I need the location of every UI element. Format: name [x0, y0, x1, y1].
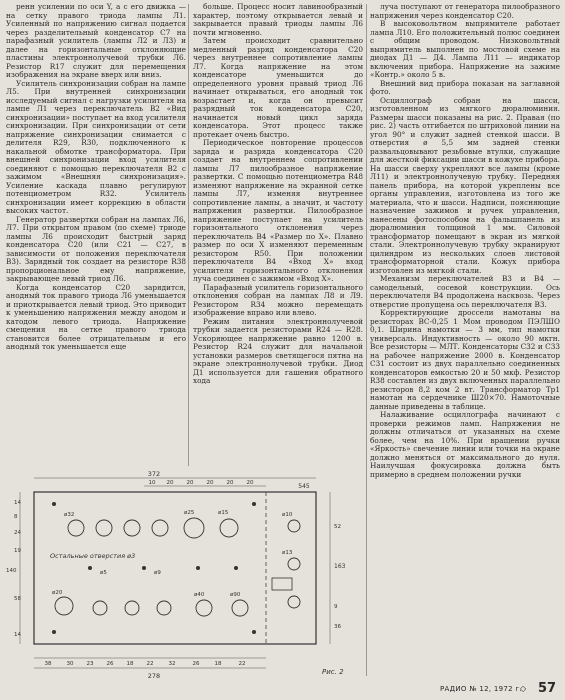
dimension-label: 38	[44, 661, 52, 667]
dimension-label: 20	[246, 480, 254, 486]
chassis-hole	[55, 597, 73, 615]
chassis-hole	[288, 520, 300, 532]
chassis-hole	[68, 520, 84, 536]
paragraph: Когда конденсатор C20 зарядится, анодный ток правого триода Л6 уменьшается и приоткрывается левый триод. Это приводит к уменьшению напряжения между анодом и катодом левого триода. Напряжение смещения на сетке правого триода становится более отрицательным и его анодный ток уменьшается еще	[6, 282, 186, 351]
figure-caption: Рис. 2	[322, 668, 344, 676]
figure-note: Остальные отверстия ø3	[50, 552, 136, 560]
chassis-hole	[125, 601, 139, 615]
column-divider	[188, 4, 189, 466]
dimension-label: 52	[334, 524, 341, 530]
hole-label: ø20	[52, 590, 63, 596]
dimension-label: 10	[148, 480, 156, 486]
dimension-label: 24	[14, 530, 21, 536]
chassis-hole	[252, 502, 256, 506]
hole-label: ø40	[194, 592, 205, 598]
hole-label: ø13	[282, 550, 293, 556]
chassis-hole	[124, 520, 140, 536]
chassis-hole	[88, 566, 92, 570]
chassis-hole	[234, 566, 238, 570]
chassis-hole	[288, 558, 300, 570]
paragraph: Режим питания электроннолучевой трубки задается резисторами R24 — R28. Ускоряющее напряжение равно 1200 в. Резистор R24 служит для начальной установки размеров светящегося пятна на экране электроннолучевой трубки. Диод Д1 используется для гашения обратного хода	[193, 316, 363, 385]
dimension-label: 20	[166, 480, 174, 486]
dimension-label: 26	[192, 661, 200, 667]
paragraph: Механизм переключателей В3 и В4 — самодельный, сосевой конструкции. Ось переключателя В4 продолжена насквозь. Через отверстие пропущена ось переключателя В3.	[370, 274, 560, 309]
chassis-hole	[220, 519, 238, 537]
dimension-label: 8	[14, 514, 18, 520]
paragraph: Усилитель синхронизации собран на лампе Л5. При внутренней синхронизации исследуемый сигнал с нагрузки усилителя на лампе Л1 через переключатель В2 «Вид синхронизации» поступает на вход усилителя синхронизации. При синхронизации от сети напряжение синхронизации снимается с делителя R29, R30, подключенного к накальной обмотке трансформатора. При внешней синхронизации вход усилителя соединяют с помощью переключателя В2 с зажимом «Внешняя синхронизация». Усиление каскада плавно регулируют потенциометром R32. Усилитель синхронизации имеет коррекцию в области высоких частот.	[6, 78, 186, 215]
dimension-label: 19	[14, 548, 21, 554]
chassis-cutout	[272, 578, 292, 590]
dimension-label: 18	[126, 661, 134, 667]
page-footer	[370, 681, 562, 697]
chassis-hole	[52, 502, 56, 506]
hole-label: ø9	[154, 570, 161, 576]
paragraph: луча поступают от генератора пилообразного напряжения через конденсатор C20.	[370, 3, 560, 20]
column-divider	[366, 4, 367, 676]
paragraph: Парафазный усилитель горизонтального отклонения собран на лампах Л8 и Л9. Резистором R34 можно перемещать изображение вправо или влево.	[193, 282, 363, 317]
dimension-label: 30	[66, 661, 74, 667]
chassis-hole	[96, 520, 112, 536]
chassis-hole	[196, 600, 212, 616]
paragraph: Налаживание осциллографа начинают с проверки режимов ламп. Напряжения не должны отличаться от указанных на схеме более, чем на 10%. При вращении ручки «Яркость» свечение линии или точки на экране должно меняться от максимального до нуля. Наилучшая фокусировка должна быть примерно в среднем положении ручки	[370, 410, 560, 479]
chassis-hole	[157, 601, 171, 615]
paragraph: Внешний вид прибора показан на заглавной фото.	[370, 78, 560, 96]
paragraph: ренн усилении по оси Y, а с его движка — на сетку правого триода лампы Л1. Усиленный по напряжению сигнал подается через разделительный конденсатор C7 на парафазный усилитель (лампы Л2 и Л3) и далее на горизонтальные отклоняющие пластины электроннолучевой трубки Л6. Резистор R17 служит для перемещения изображения на экране вверх или вниз.	[6, 3, 186, 79]
hole-label: ø32	[64, 512, 75, 518]
text-column-3	[370, 3, 560, 679]
chassis-outline	[34, 492, 316, 644]
text-column-1	[6, 3, 186, 469]
footer-mark: ◇	[520, 684, 527, 693]
paragraph: В высоковольтном выпрямителе работает лампа Л10. Его положительный полюс соединен с общим проводом. Низковольтный выпрямитель выполнен по мостовой схеме на диодах Д1 — Д4. Лампа Л11 — индикатор включения прибора. Напряжение на зажиме «Контр.» около 5 в.	[370, 19, 560, 79]
chassis-hole	[288, 596, 300, 608]
paragraph: Генератор развертки собран на лампах Л6, Л7. При открытом правом (по схеме) триоде лампы Л6 происходит быстрый заряд конденсатора C20 (или C21 — C27, в зависимости от положения переключателя В3). Зарядный ток создает на резисторе R38 пропорциональное ему напряжение, закрывающее левый триод Л6.	[6, 214, 186, 283]
dimension-label: 22	[146, 661, 154, 667]
dimension-label: 140	[6, 568, 17, 574]
hole-label: ø10	[282, 512, 293, 518]
hole-label: ø25	[184, 510, 195, 516]
dimension-label: 545	[298, 483, 310, 490]
paragraph: больше. Процесс носит лавинообразный характер, поэтому открывается левый и закрывается правый триоды лампы Л6 почти мгновенно.	[193, 3, 363, 37]
hole-label: ø15	[218, 510, 229, 516]
chassis-hole	[232, 600, 248, 616]
dimension-label: 20	[186, 480, 194, 486]
dimension-label: 18	[214, 661, 222, 667]
paragraph: Корректирующие дроссели намотаны на резисторах ВС-0,25 1 Мом проводом ПЭЛШО 0,1. Ширина намотки — 3 мм, тип намотки универсаль. Индуктивность — около 90 мкгн. Все резисторы — МЛТ. Конденсаторы C32 и C33 на рабочее напряжение 2000 в. Конденсатор C31 состоит из двух параллельно соединенных конденсаторов емкостью 20 и 50 мкф. Резистор R38 составлен из двух включенных параллельно резисторов 8,2 ком 2 вт. Трансформатор Тр1 намотан на сердечнике Ш20×70. Намоточные данные приведены в таблице.	[370, 308, 560, 411]
dimension-label: 36	[334, 624, 341, 630]
paragraph: Периодическое повторение процессов заряда и разряда конденсатора C20 создает на внутреннем сопротивлении лампы Л7 пилообразное напряжение развертки. С помощью потенциометра R48 изменяют напряжение на экранной сетке лампы Л7, изменяя внутреннее сопротивление лампы, а значит, и частоту напряжения развертки. Пилообразное напряжение поступает на усилитель горизонтального отклонения через переключатель В4 «Размер по Х». Плавно размер по оси Х изменяют переменным резистором R50. При положении переключателя В4 «Вход Х» вход усилителя горизонтального отклонения луча соединен с зажимом «Вход Х».	[193, 138, 363, 283]
dimension-label: 26	[106, 661, 114, 667]
chassis-hole	[152, 520, 168, 536]
chassis-hole	[184, 518, 204, 538]
paragraph: Затем происходит сравнительно медленный разряд конденсатора C20 через внутреннее сопротивление лампы Л7. Когда напряжение на этом конденсаторе уменьшится до определенного уровня правый триод Л6 начинает открываться, его анодный ток возрастает и, когда он превысит разрядный ток конденсатора C20, начинается новый цикл заряда конденсатора. Этот процесс также протекает очень быстро.	[193, 36, 363, 139]
text-column-2	[193, 3, 363, 469]
dimension-label: 9	[334, 604, 338, 610]
dimension-label: 32	[168, 661, 176, 667]
dimension-label: 14	[14, 500, 21, 506]
dimension-label: 58	[14, 596, 21, 602]
dimension-label: 14	[14, 632, 21, 638]
hole-label: ø90	[230, 592, 241, 598]
page-number: 57	[538, 681, 557, 696]
chassis-hole	[252, 630, 256, 634]
chassis-drawing	[4, 468, 364, 682]
dimension-label: 163	[334, 563, 346, 570]
dimension-label: 278	[147, 672, 161, 680]
chassis-hole	[93, 601, 107, 615]
dimension-label: 23	[86, 661, 94, 667]
footer-label: РАДИО № 12, 1972 г.	[440, 685, 522, 693]
hole-label: ø5	[100, 570, 107, 576]
dimension-label: 372	[147, 470, 161, 478]
dimension-label: 22	[238, 661, 246, 667]
paragraph: Осциллограф собран на шасси, изготовленном из мягкого дюралюминия. Размеры шасси показаны на рис. 2. Правая (по рис. 2) часть отгибается по штриховой линии на угол 90° и служит задней стенкой шасси. В отверстия ø 5,5 мм задней стенки развальцовывают резьбовые втулки, служащие для жесткой фиксации шасси в кожухе прибора. На шасси сверху укрепляют все лампы (кроме Л11) и электроннолучевую трубку. Передняя панель прибора, на которой укреплены все органы управления, изготовлена из того же материала, что и шасси. Надписи, поясняющие назначение зажимов и ручек управления, нанесены фотоспособом на фальшпанель из дюралюминия толщиной 1 мм. Силовой трансформатор помещают в экран из мягкой стали. Электроннолучевую трубку экранируют цилиндром из нескольких слоев листовой трансформаторной стали. Кожух прибора изготовлен из мягкой стали.	[370, 95, 560, 275]
chassis-hole	[52, 630, 56, 634]
chassis-hole	[196, 566, 200, 570]
chassis-hole	[142, 566, 146, 570]
dimension-label: 20	[206, 480, 214, 486]
dimension-label: 20	[226, 480, 234, 486]
